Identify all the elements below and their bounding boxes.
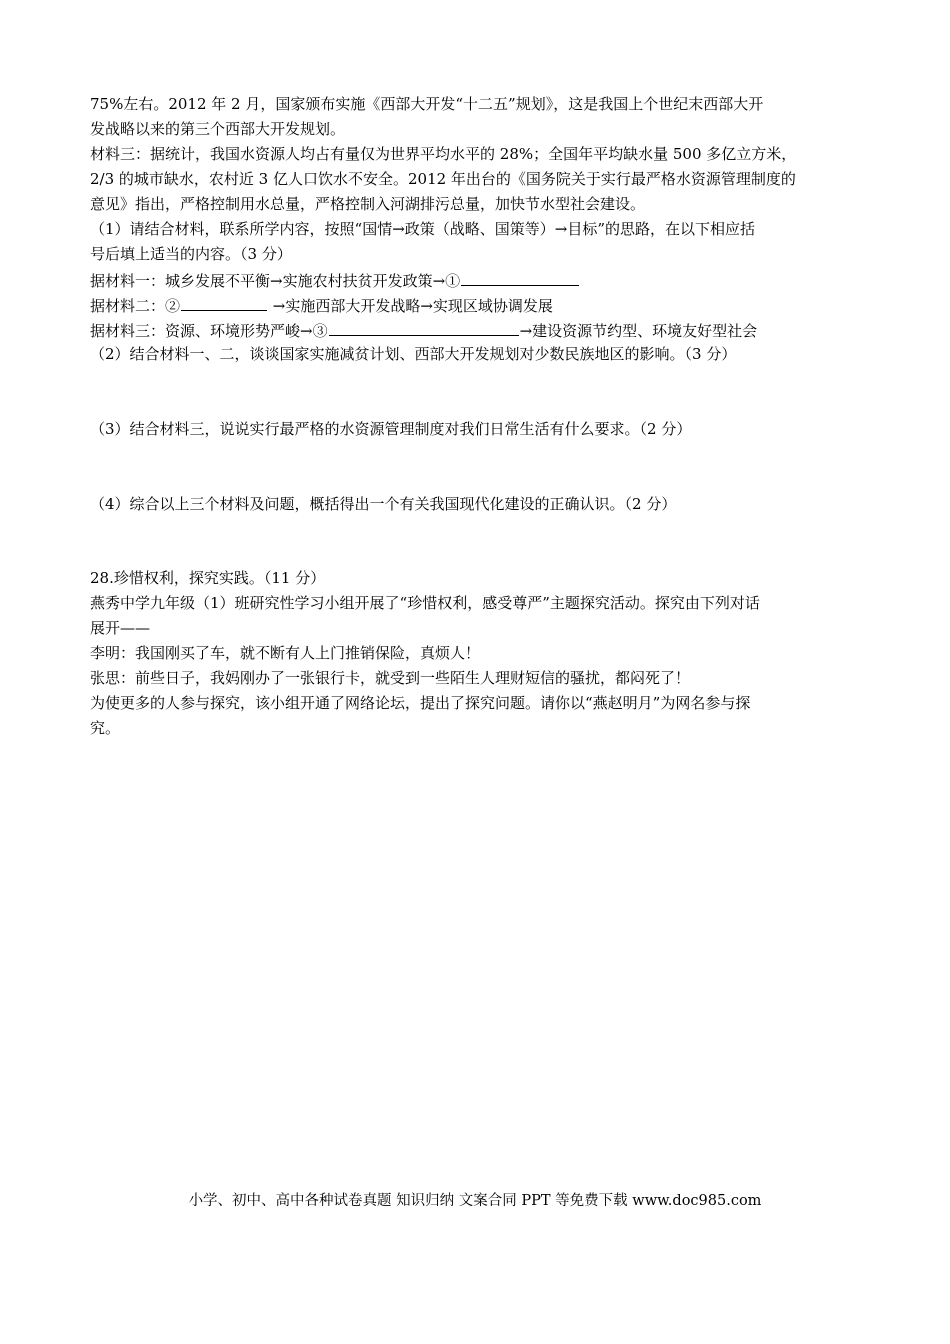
answer-blank-3[interactable] [329,319,519,336]
fill-row-3-text-a: 据材料三：资源、环境形势严峻→③ [90,322,328,340]
question-2: （2）结合材料一、二，谈谈国家实施减贫计划、西部大开发规划对少数民族地区的影响。（3 分） [90,345,737,363]
question-28-intro-line-2: 展开—— [90,619,151,637]
material-three-line-1: 材料三：据统计，我国水资源人均占有量仅为世界平均水平的 28%；全国年平均缺水量 500 多亿立方米， [90,145,797,163]
question-28-intro-line-1: 燕秀中学九年级（1）班研究性学习小组开展了“珍惜权利，感受尊严”主题探究活动。探究由下列对话 [90,594,760,612]
material-three-line-3: 意见》指出，严格控制用水总量，严格控制入河湖排污总量，加快节水型社会建设。 [90,195,646,213]
material-three-line-2: 2/3 的城市缺水，农村近 3 亿人口饮水不安全。2012 年出台的《国务院关于实行最严格水资源管理制度的 [90,170,796,188]
dialogue-li-ming: 李明：我国刚买了车，就不断有人上门推销保险，真烦人！ [90,644,481,662]
answer-blank-1[interactable] [461,269,579,286]
fill-row-2-text-a: 据材料二：② [90,297,181,315]
page-footer: 小学、初中、高中各种试卷真题 知识归纳 文案合同 PPT 等免费下载 www.doc985.com [188,1193,762,1209]
fill-row-3-text-b: →建设资源节约型、环境友好型社会 [519,322,758,340]
question-28-outro-line-2: 究。 [90,719,121,737]
question-3: （3）结合材料三，说说实行最严格的水资源管理制度对我们日常生活有什么要求。（2 分） [90,420,692,438]
question-4: （4）综合以上三个材料及问题，概括得出一个有关我国现代化建设的正确认识。（2 分） [90,495,677,513]
fill-row-3 [90,319,757,341]
fill-row-2-text-b: →实施西部大开发战略→实现区域协调发展 [268,297,553,315]
question-1-line-2: 号后填上适当的内容。（3 分） [90,245,292,263]
fill-row-2 [90,294,553,316]
question-28-title: 28.珍惜权利，探究实践。（11 分） [90,569,326,587]
dialogue-zhang-si: 张思：前些日子，我妈刚办了一张银行卡，就受到一些陌生人理财短信的骚扰，都闷死了！ [90,669,691,687]
fill-row-1 [90,269,580,291]
question-1-line-1: （1）请结合材料，联系所学内容，按照“国情→政策（战略、国策等）→目标”的思路，在以下相应括 [90,220,756,238]
material-two-line-1: 75%左右。2012 年 2 月，国家颁布实施《西部大开发“十二五”规划》，这是我国上个世纪末西部大开 [90,95,764,113]
answer-blank-2[interactable] [181,294,267,311]
fill-row-1-text: 据材料一：城乡发展不平衡→实施农村扶贫开发政策→① [90,272,461,290]
question-28-outro-line-1: 为使更多的人参与探究，该小组开通了网络论坛，提出了探究问题。请你以“燕赵明月”为网名参与探 [90,694,751,712]
material-two-line-2: 发战略以来的第三个西部大开发规划。 [90,120,346,138]
